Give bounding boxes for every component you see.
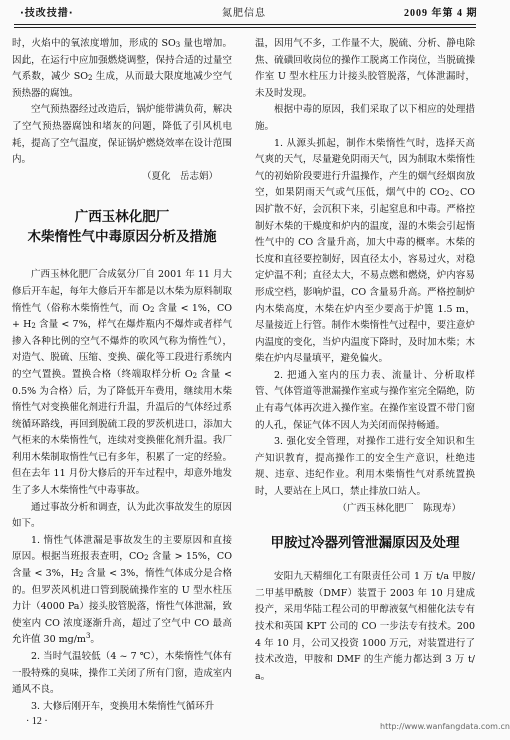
article2-cause-intro: 通过事故分析和调查，认为此次事故发生的原因如下。 — [12, 501, 232, 530]
article2-measures-intro: 根据中毒的原因，我们采取了以下相应的处理措施。 — [255, 104, 475, 132]
article2-measure-2: 2. 把通入室内的压力表、流量计、分析取样管、气体管道等泄漏操作室或与操作室完全隔绝，防止有毒气体再次进入操作室。在操作室设置不带门窗的人孔，保证气体不因人为关闭而保持畅通。 — [255, 369, 475, 431]
article2-author-credit: （广西玉林化肥厂 陈现寿） — [337, 502, 461, 514]
article3-intro-paragraph: 安阳九天精细化工有限责任公司 1 万 t/a 甲胺/二甲基甲酰胺（DMF）装置于 2003 年 10 月建成投产，采用华陆工程公司的甲醇液氨气相催化法专有技术和英国 KPT 公司的 CO 一步法专有技术。2004 年 10 月，公司又投资 1000 万元，对装置进行了技术改造，甲胺和 DMF 的生产能力都达到 3 万 t/a。 — [255, 571, 475, 682]
header-rule-top — [14, 24, 476, 25]
article2-title-line2: 木柴惰性气中毒原因分析及措施 — [27, 229, 217, 246]
article2-cause-1: 1. 惰性气体泄漏是事故发生的主要原因和直接原因。根据当班报表查明，$CO_2$ 含量 > 15%，CO 含量 < 3%，$H_2$ 含量 < 3%，惰性气体成分是合格的。但罗茨风机进口管到脱硫操作室的 U 型水柱压力计（4000 Pa）接头胶管脱落，惰性气体泄漏，致使室内 CO 浓度逐渐升高，超过了空气中 CO 最高允许值 30 $mg/m^3$。 — [12, 534, 233, 646]
page-number: · 12 · — [26, 716, 48, 727]
left-column — [12, 36, 232, 726]
watermark-url: http://www.wanfangdata.com.cn — [380, 722, 510, 731]
article2-cause-3: 3. 大修后刚开车，变换用木柴惰性气循环升 — [31, 700, 215, 712]
right-column — [255, 36, 475, 726]
section-label: ·技改技措· — [20, 8, 74, 19]
article2-cause-3-continued: 温，因用气不多，工作量不大，脱硫、分析、静电除焦、硫磺回收岗位的操作工脱离工作岗位，当脱硫操作室 U 型水柱压力计接头胶管脱落，气体泄漏时，未及时发现。 — [255, 38, 475, 99]
magazine-name: 氮肥信息 — [222, 8, 266, 19]
article2-cause-2: 2. 当时气温较低（4 ~ 7 ℃），木柴惰性气体有一股特殊的臭味，操作工关闭了所有门窗，造成室内通风不良。 — [12, 651, 232, 696]
article2-measure-3: 3. 强化安全管理，对操作工进行安全知识和生产知识教育，提高操作工的安全生产意识，杜绝违规、违章、违纪作业。利用木柴惰性气对系统置换时，人要站在上风口，禁止排放口站人。 — [255, 436, 475, 498]
article3-title: 甲胺过冷器列管泄漏原因及处理 — [270, 535, 460, 552]
article2-title-line1: 广西玉林化肥厂 — [74, 209, 170, 226]
article1-author-credit: （夏化 岳志娟） — [141, 170, 218, 182]
page-header — [0, 0, 489, 32]
article2-measure-1: 1. 从源头抓起，制作木柴惰性气时，选择天高气爽的天气，尽量避免阴雨天气，因为制取木柴惰性气的初始阶段要进行升温操作，产生的烟气经烟囱放空，如果阴雨天气或气压低，烟气中的 $CO_2$、CO 因扩散不好，会沉积下来，引起窒息和中毒。严格控制好木柴的干燥度和炉内的温度，湿的木柴会引起惰性气中的 CO 含量升高，加大中毒的概率。木柴的长度和直径要控制好，因直径太小，容易过火，对稳定炉温不利；直径太大，不易点燃和燃烧，炉内容易形成空档，影响炉温，CO 含量易升高。严格控制炉内木柴高度，木柴在炉内至少要高于炉篦 1.5 m，尽量接近上行管。制作木柴惰性气过程中，要注意炉内温度的变化，当炉内温度下降时，及时加木柴；木柴在炉内尽量填平，避免偏火。 — [255, 137, 476, 365]
article2-intro-paragraph: 广西玉林化肥厂合成氨分厂自 2001 年 11 月大修后开车起，每年大修后开车都是以木柴为原料制取惰性气（俗称木柴惰性气，而 $O_2$ 含量 < 1%，CO + $H_2$ 含量 < 7%，样气在爆炸瓶内不爆炸或者样气掺入各种比例的空气不爆炸的吹风气称为惰性气），对造气、脱硫、压缩、变换、碳化等工段进行系统内的空气置换。置换合格（终端取样分析 $O_2$ 含量 < 0.5% 为合格）后，为了降低开车费用，继续用木柴惰性气对变换催化剂进行升温，升温后的气体经过系统循环路线，再回到脱硫工段的罗茨机进口，添加大气柜来的木柴惰性气，连续对变换催化剂升温。我厂利用木柴制取惰性气已有多年，积累了一定的经验。但在去年 11 月份大修后的开车过程中，却意外地发生了多人木柴惰性气中毒事故。 — [12, 269, 233, 497]
issue-label: 2009 年第 4 期 — [404, 8, 478, 19]
article1-tail-paragraph: 时，火焰中的氧浓度增加，形成的 $SO_3$ 量也增加。因此，在运行中应加强燃烧调整，保持合适的过量空气系数，减少 $SO_2$ 生成，从而最大限度地减少空气预热器的腐蚀。 — [12, 38, 232, 99]
article1-conclusion: 空气预热器经过改造后，锅炉能带满负荷，解决了空气预热器腐蚀和堵灰的问题，降低了引风机电耗，提高了空气温度，保证锅炉燃烧效率在设计范围内。 — [12, 104, 232, 166]
header-rule-bottom — [14, 27, 476, 28]
